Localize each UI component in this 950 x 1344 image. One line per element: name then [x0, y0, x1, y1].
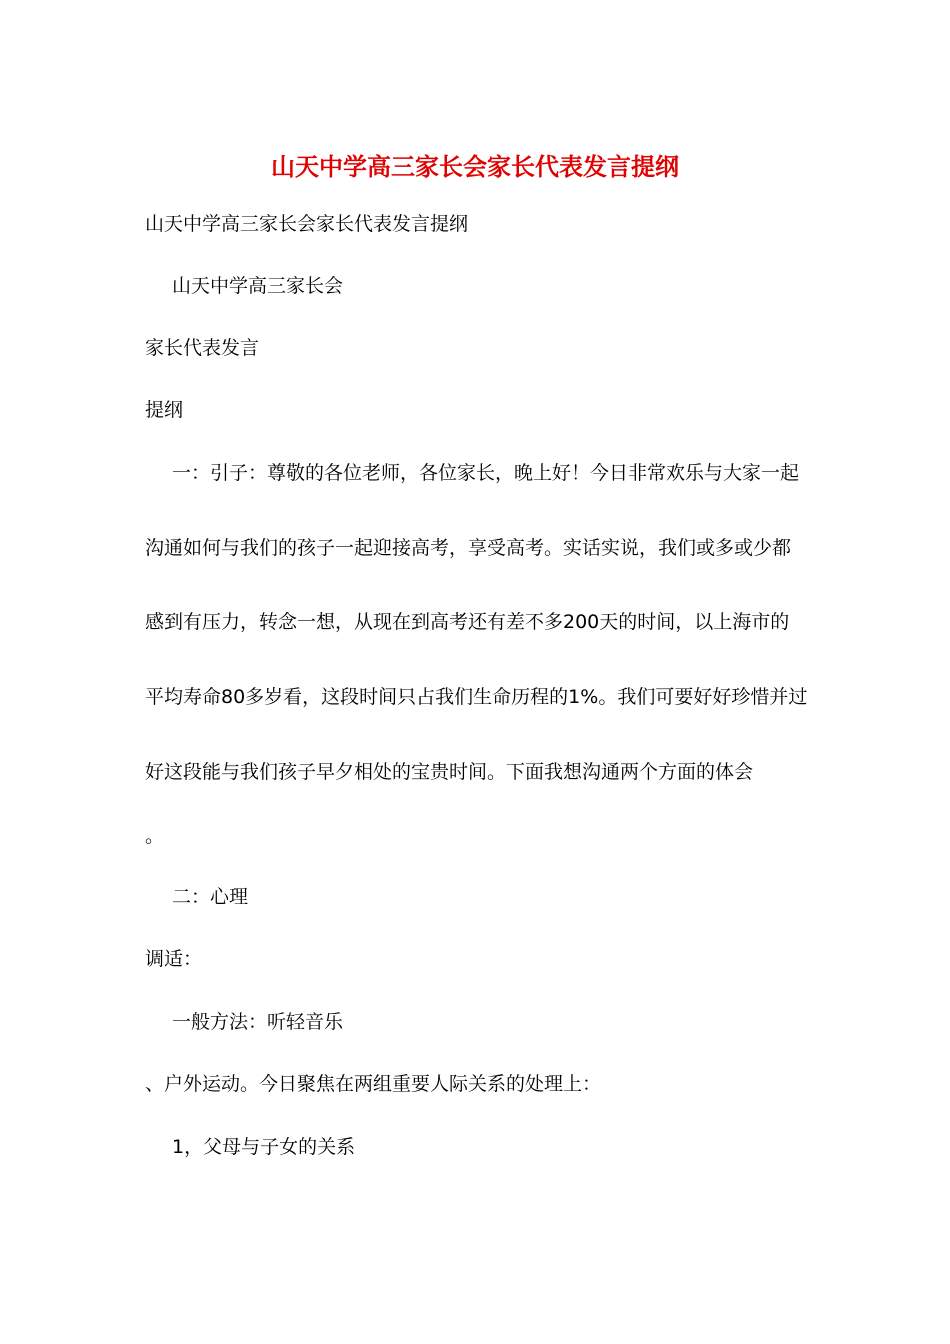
- method-line-cont: 、户外运动。今日聚焦在两组重要人际关系的处理上：: [145, 1073, 602, 1095]
- paragraph-line: 好这段能与我们孩子早夕相处的宝贵时间。下面我想沟通两个方面的体会: [145, 761, 754, 783]
- section-heading-cont: 调适：: [145, 948, 203, 970]
- school-meeting-line: 山天中学高三家长会: [172, 275, 344, 297]
- section-heading: 二：心理: [172, 886, 249, 908]
- subtitle-line: 山天中学高三家长会家长代表发言提纲: [145, 213, 469, 235]
- speaker-line: 家长代表发言: [145, 337, 260, 359]
- outline-label: 提纲: [145, 399, 184, 421]
- paragraph-line: 。: [145, 825, 165, 847]
- paragraph-line: 感到有压力，转念一想，从现在到高考还有差不多200天的时间，以上海市的: [145, 611, 790, 633]
- list-item: 1，父母与子女的关系: [172, 1136, 356, 1158]
- paragraph-line: 沟通如何与我们的孩子一起迎接高考，享受高考。实话实说，我们或多或少都: [145, 537, 792, 559]
- paragraph-line: 一：引子：尊敬的各位老师，各位家长，晚上好！今日非常欢乐与大家一起: [172, 462, 800, 484]
- paragraph-line: 平均寿命80多岁看，这段时间只占我们生命历程的1%。我们可要好好珍惜并过: [145, 686, 808, 708]
- method-line: 一般方法：听轻音乐: [172, 1011, 344, 1033]
- document-title: 山天中学高三家长会家长代表发言提纲: [271, 152, 679, 181]
